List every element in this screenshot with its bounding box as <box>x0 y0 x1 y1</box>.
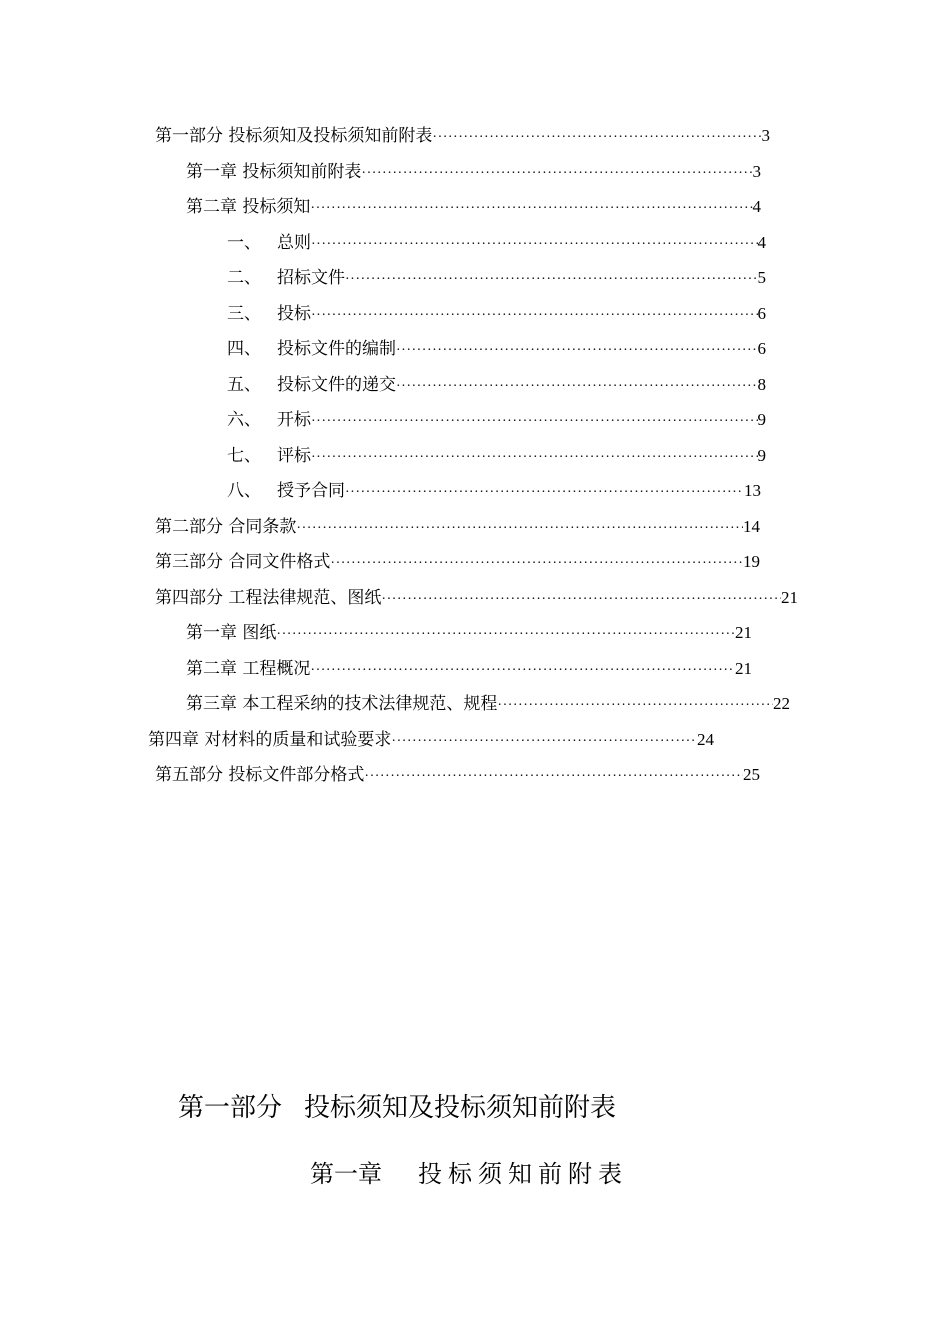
toc-entry-chapter-1[interactable] <box>186 160 761 186</box>
toc-entry-page: 24 <box>697 730 714 749</box>
toc-dot-leader <box>311 446 758 470</box>
toc-entry-page: 25 <box>743 765 760 784</box>
toc-entry-title: 第三章 本工程采纳的技术法律规范、规程 <box>186 694 498 714</box>
toc-entry-part-1[interactable] <box>155 124 770 150</box>
chapter-heading <box>310 1157 628 1191</box>
toc-entry-title: 第二部分 合同条款 <box>155 517 297 537</box>
toc-dot-leader <box>364 765 743 789</box>
toc-entry-page: 5 <box>757 268 766 287</box>
toc-entry-text: 投标文件的编制 <box>277 339 396 359</box>
toc-entry-text: 授予合同 <box>277 481 345 501</box>
toc-entry-number: 四、 <box>227 339 261 359</box>
toc-entry-section-8[interactable] <box>227 479 761 505</box>
toc-entry-page: 4 <box>752 197 761 216</box>
toc-dot-leader <box>311 410 758 434</box>
toc-entry-section-7[interactable] <box>227 444 766 470</box>
toc-entry-section-4[interactable] <box>227 337 766 363</box>
toc-entry-title <box>227 444 311 468</box>
toc-dot-leader <box>311 233 758 257</box>
toc-entry-title <box>227 302 311 326</box>
toc-entry-title <box>227 337 396 361</box>
toc-entry-title: 第二章 投标须知 <box>186 197 311 217</box>
toc-entry-number: 二、 <box>227 268 261 288</box>
part-heading <box>178 1090 616 1126</box>
toc-entry-text: 开标 <box>277 410 311 430</box>
toc-entry-section-1[interactable] <box>227 231 766 257</box>
toc-dot-leader <box>432 126 761 150</box>
toc-entry-number: 三、 <box>227 304 261 324</box>
toc-entry-page: 6 <box>757 339 766 358</box>
toc-entry-page: 21 <box>781 588 798 607</box>
toc-entry-text: 评标 <box>277 446 311 466</box>
toc-entry-page: 4 <box>757 233 766 252</box>
toc-entry-page: 14 <box>743 517 760 536</box>
toc-entry-number: 八、 <box>227 481 261 501</box>
toc-entry-number: 五、 <box>227 375 261 395</box>
toc-entry-part4-chapter-1[interactable] <box>186 621 752 647</box>
toc-dot-leader <box>381 588 781 612</box>
toc-dot-leader <box>296 517 743 541</box>
toc-entry-page: 9 <box>757 446 766 465</box>
toc-entry-page: 8 <box>757 375 766 394</box>
toc-entry-number: 七、 <box>227 446 261 466</box>
toc-entry-section-5[interactable] <box>227 373 766 399</box>
toc-entry-section-2[interactable] <box>227 266 766 292</box>
toc-dot-leader <box>345 268 758 292</box>
toc-entry-title <box>227 266 345 290</box>
toc-entry-page: 3 <box>752 162 761 181</box>
toc-entry-page: 21 <box>735 623 752 642</box>
toc-entry-title: 第三部分 合同文件格式 <box>155 552 331 572</box>
toc-entry-title: 第一章 图纸 <box>186 623 277 643</box>
toc-entry-part-2[interactable] <box>155 515 760 541</box>
toc-dot-leader <box>310 659 735 683</box>
toc-entry-title <box>227 479 345 503</box>
toc-entry-title: 第四部分 工程法律规范、图纸 <box>155 588 382 608</box>
toc-entry-title <box>227 231 311 255</box>
toc-dot-leader <box>361 162 752 186</box>
toc-entry-number: 六、 <box>227 410 261 430</box>
toc-entry-page: 13 <box>744 481 761 500</box>
toc-dot-leader <box>310 197 752 221</box>
toc-entry-text: 招标文件 <box>277 268 345 288</box>
toc-entry-chapter-2[interactable] <box>186 195 761 221</box>
toc-entry-part-5[interactable] <box>155 763 760 789</box>
toc-entry-page: 21 <box>735 659 752 678</box>
toc-entry-section-3[interactable] <box>227 302 766 328</box>
toc-dot-leader <box>330 552 743 576</box>
chapter-heading-title: 投标须知前附表 <box>418 1160 628 1188</box>
toc-entry-page: 3 <box>761 126 770 145</box>
part-heading-label: 第一部分 <box>178 1093 283 1123</box>
toc-entry-title: 第一章 投标须知前附表 <box>186 162 362 182</box>
toc-entry-text: 总则 <box>277 233 311 253</box>
chapter-heading-label: 第一章 <box>310 1160 382 1188</box>
toc-entry-page: 19 <box>743 552 760 571</box>
toc-dot-leader <box>276 623 735 647</box>
toc-entry-page: 6 <box>757 304 766 323</box>
toc-entry-title <box>227 373 396 397</box>
toc-entry-title: 第二章 工程概况 <box>186 659 311 679</box>
part-heading-title: 投标须知及投标须知前附表 <box>304 1093 617 1123</box>
toc-entry-part4-chapter-3[interactable] <box>186 692 790 718</box>
toc-entry-title: 第四章 对材料的质量和试验要求 <box>148 730 392 750</box>
toc-entry-page: 9 <box>757 410 766 429</box>
toc-entry-text: 投标文件的递交 <box>277 375 396 395</box>
toc-entry-part4-chapter-2[interactable] <box>186 657 752 683</box>
toc-dot-leader <box>497 694 773 718</box>
toc-entry-page: 22 <box>773 694 790 713</box>
toc-dot-leader <box>391 730 697 754</box>
toc-dot-leader <box>345 481 744 505</box>
toc-entry-section-6[interactable] <box>227 408 766 434</box>
toc-entry-part-4[interactable] <box>155 586 798 612</box>
toc-entry-part-3[interactable] <box>155 550 760 576</box>
toc-dot-leader <box>396 339 758 363</box>
toc-dot-leader <box>396 375 758 399</box>
toc-entry-title: 第一部分 投标须知及投标须知前附表 <box>155 126 433 146</box>
toc-entry-title: 第五部分 投标文件部分格式 <box>155 765 365 785</box>
toc-entry-number: 一、 <box>227 233 261 253</box>
toc-dot-leader <box>311 304 758 328</box>
toc-entry-part4-chapter-4[interactable] <box>148 728 714 754</box>
toc-entry-text: 投标 <box>277 304 311 324</box>
toc-entry-title <box>227 408 311 432</box>
